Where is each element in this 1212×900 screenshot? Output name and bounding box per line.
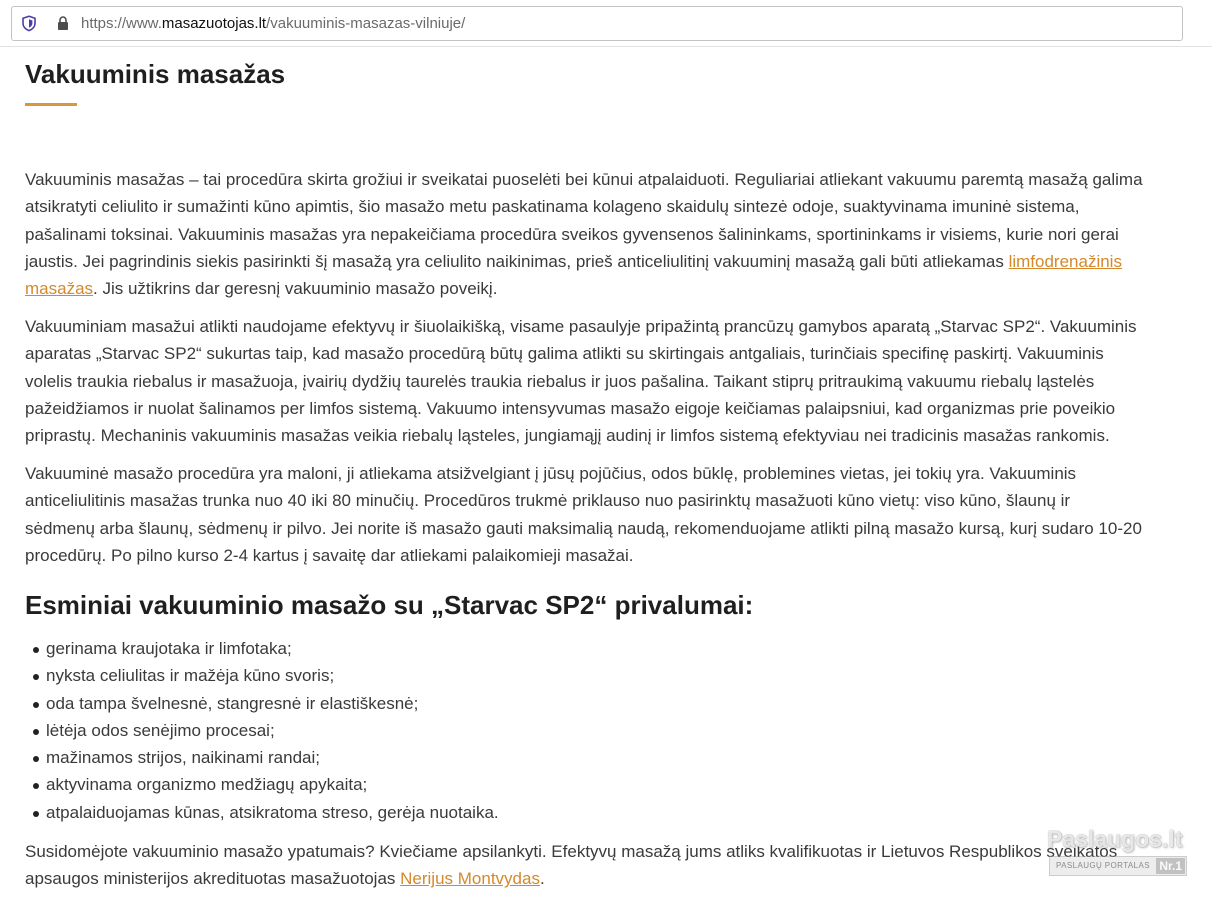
benefit-text: gerinama kraujotaka ir limfotaka; — [46, 639, 292, 658]
paragraph-line: Vakuuminiam masažui atlikti naudojame efektyvų ir šiuolaikišką, visame pasaulyje pripažintą prancūzų gamybos aparatą „Starvac SP2“. Vakuuminis — [25, 317, 1137, 336]
masseur-name-link[interactable]: Nerijus Montvydas — [400, 869, 540, 889]
benefit-text: atpalaiduojamas kūnas, atsikratoma streso, gerėja nuotaika. — [46, 802, 499, 822]
paragraph-line: volelis traukia riebalus ir masažuoja, įvairių dydžių taurelės traukia riebalus ir juos pašalina. Taikant stiprų pritraukimą vakuumu riebalų ląstelės — [25, 371, 1095, 391]
paragraph-line: procedūrų. Po pilno kurso 2-4 kartus į savaitę dar atliekami palaikomieji masažai. — [25, 545, 634, 565]
paragraph-line: pašalinami toksinai. Vakuuminis masažas yra nepakeičiama procedūra sveikos gyvensenos šalininkams, sportininkams ir visiems, kurie nori gerai — [25, 224, 1119, 244]
paragraph-line: anticeliulitinis masažas trunka nuo 40 iki 80 minučių. Procedūros trukmė priklauso nuo pasirinktų masažuoti kūno vietų: viso kūno, šlaunų ir — [25, 491, 1071, 511]
paragraph-line-text: . — [539, 869, 545, 889]
bullet-dot-icon — [33, 756, 39, 762]
bullet-dot-icon — [33, 702, 39, 708]
paragraph-line: pažeidžiamos ir nuolat šalinamos per limfos sistemą. Vakuumo intensyvumas masažo eigoje keičiamas palaipsniui, kad organizmas prie poveikio — [25, 398, 1116, 418]
device-paragraph — [25, 313, 1195, 449]
benefit-text: lėtėja odos senėjimo procesai; — [46, 720, 275, 740]
url-path[interactable]: /vakuuminis-masazas-vilniuje/ — [266, 15, 466, 32]
lymph-drainage-massage-link[interactable]: masažas — [25, 279, 94, 299]
paragraph-line: Vakuuminė masažo procedūra yra maloni, ji atliekama atsižvelgiant į jūsų pojūčius, odos būklę, problemines vietas, jei tokių yra. Vakuuminis — [25, 464, 1077, 483]
benefit-item — [25, 744, 499, 771]
article-content — [25, 0, 1195, 900]
paragraph-line-text: jaustis. Jei pagrindinis siekis pasirinkti šį masažą yra celiulito naikinimas, prieš anticeliulitinį vakuuminį masažą gali būti atliekamas — [25, 251, 1009, 271]
benefits-list — [25, 635, 499, 826]
watermark-tagline: PASLAUGŲ PORTALAS — [1056, 861, 1150, 870]
paragraph-line: Vakuuminis masažas – tai procedūra skirta grožiui ir sveikatai puoselėti bei kūnui atpalaiduoti. Reguliariai atliekant vakuumu paremtą masažą galima — [25, 170, 1143, 189]
benefit-text: oda tampa švelnesnė, stangresnė ir elastiškesnė; — [46, 693, 419, 713]
paragraph-line: aparatas „Starvac SP2“ sukurtas taip, kad masažo procedūrą būtų galima atlikti su skirtingais antgaliais, turinčiais specifinę paskirtį. Vakuuminis — [25, 344, 1104, 364]
benefits-heading: Esminiai vakuuminio masažo su „Starvac SP2“ privalumai: — [25, 590, 754, 620]
title-accent-underline — [25, 103, 77, 106]
paragraph-line — [25, 275, 1195, 302]
benefit-text: nyksta celiulitas ir mažėja kūno svoris; — [46, 666, 335, 686]
bullet-dot-icon — [33, 729, 39, 735]
paragraph-line — [25, 865, 1195, 892]
benefit-item — [25, 717, 499, 744]
paragraph-line: atsikratyti celiulito ir sumažinti kūno apimtis, šio masažo metu paskatinama kolageno skaidulų sintezė odoje, suaktyvinama imuninė sistema, — [25, 197, 1080, 217]
paragraph-line: priprastų. Mechaninis vakuuminis masažas veikia riebalų ląsteles, jungiamąjį audinį ir limfos sistemą efektyviau nei tradicinis masažas rankomis. — [25, 426, 1110, 446]
paragraph-line-text: apsaugos ministerijos akredituotas masažuotojas — [25, 869, 401, 889]
procedure-paragraph — [25, 460, 1195, 569]
bullet-dot-icon — [33, 811, 39, 817]
benefit-item — [25, 662, 499, 689]
bullet-dot-icon — [33, 783, 39, 789]
benefit-item — [25, 799, 499, 826]
benefit-item — [25, 635, 499, 662]
paragraph-line: Susidomėjote vakuuminio masažo ypatumais? Kviečiame apsilankyti. Efektyvų masažą jums atliks kvalifikuotas ir Lietuvos Respublikos sveikatos — [25, 842, 1118, 861]
page-title: Vakuuminis masažas — [25, 59, 286, 89]
paragraph-line: sėdmenų arba šlaunų, sėdmenų ir pilvo. Jei norite iš masažo gauti maksimalią naudą, rekomenduojame atlikti pilną masažo kursą, kurį sudaro 10-20 — [25, 518, 1142, 538]
benefit-item — [25, 690, 499, 717]
lymph-drainage-massage-link[interactable]: limfodrenažinis — [1008, 251, 1122, 271]
paragraph-line-text: . Jis užtikrins dar geresnį vakuuminio masažo poveikį. — [93, 279, 498, 299]
watermark-brand: Paslaugos.lt — [1047, 826, 1183, 852]
watermark-badge: Nr.1 — [1156, 858, 1185, 874]
intro-paragraph — [25, 166, 1195, 302]
bullet-dot-icon — [33, 674, 39, 680]
benefit-text: aktyvinama organizmo medžiagų apykaita; — [46, 775, 368, 795]
bullet-dot-icon — [33, 647, 39, 653]
closing-paragraph — [25, 838, 1195, 893]
benefit-item — [25, 771, 499, 798]
url-domain[interactable]: masazuotojas.lt — [161, 15, 267, 32]
url-prefix[interactable]: https://www. — [81, 15, 162, 32]
benefit-text: mažinamos strijos, naikinami randai; — [46, 748, 320, 768]
paragraph-line — [25, 248, 1195, 275]
